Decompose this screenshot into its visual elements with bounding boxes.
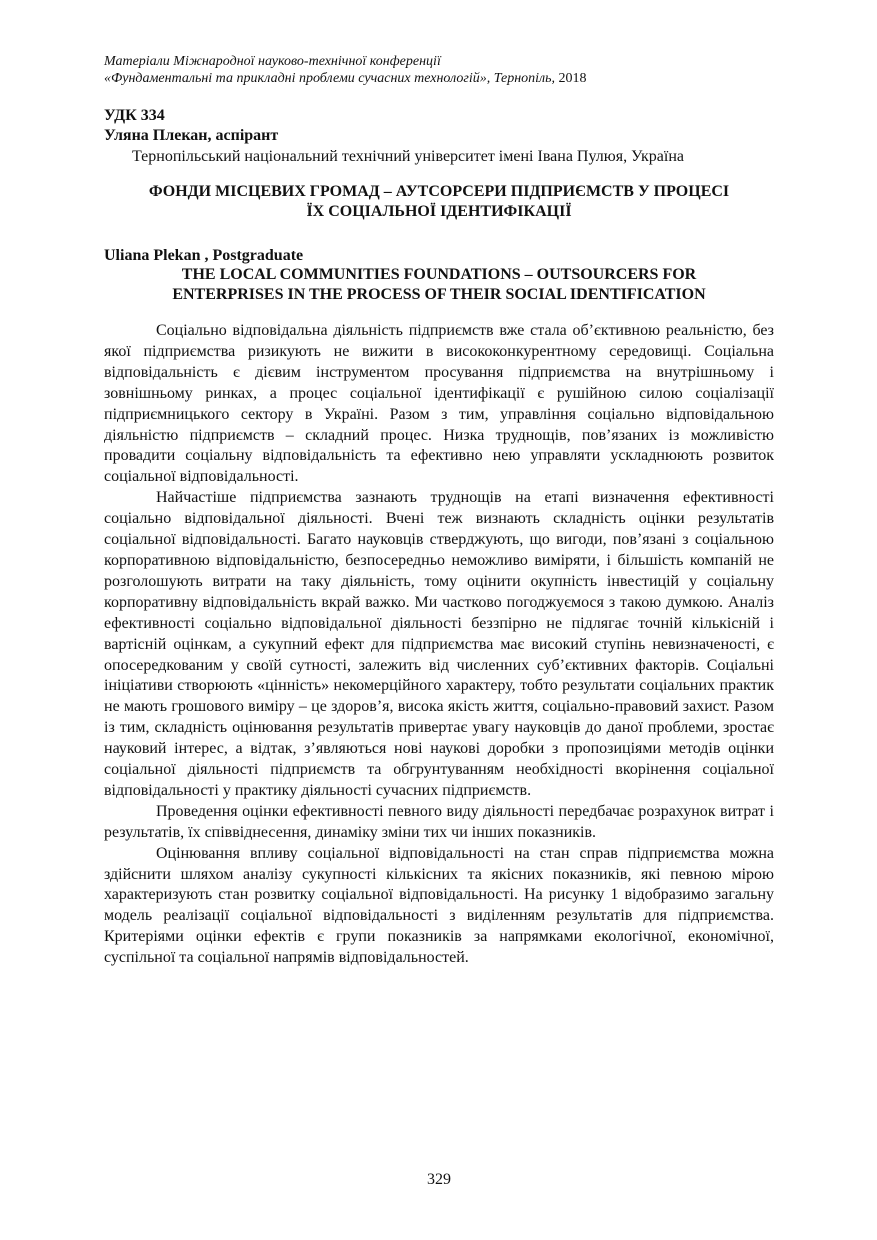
page-number: 329 xyxy=(427,1171,451,1188)
title-english xyxy=(104,265,774,305)
title-ukrainian-line-1: ФОНДИ МІСЦЕВИХ ГРОМАД – АУТСОРСЕРИ ПІДПРИЄМСТВ У ПРОЦЕСІ xyxy=(148,183,730,200)
paragraph-3: Проведення оцінки ефективності певного виду діяльності передбачає розрахунок витрат і результатів, їх співвіднесення, динаміку зміни тих чи інших показників. xyxy=(104,802,774,841)
paragraph-1: Соціально відповідальна діяльність підприємств вже стала об’єктивною реальністю, без якої підприємства ризикують не вижити в висококонкурентному середовищі. Соціальна відповідальність є дієвим інструментом просування підприємства на внутрішньому і зовнішньому ринках, а процес соціальної ідентифікації є рушійною силою соціалізації підприємницького сектору в Україні. Разом з тим, управління соціально відповідальною діяльністю підприємств – складний процес. Низка труднощів, пов’язаних із можливістю провадити соціальну відповідальність та ефективно нею управляти ускладнюють розвиток соціальної відповідальності. xyxy=(104,322,774,486)
header-line-2 xyxy=(104,70,774,87)
paragraph-2: Найчастіше підприємства зазнають труднощів на етапі визначення ефективності соціально відповідальної діяльності. Вчені теж визнають складність оцінки результатів соціальної відповідальності. Багато науковців стверджують, що вигоди, пов’язані з соціальною корпоративною відповідальністю, безпосередньо неможливо виміряти, і більшість компаній не розголошують витрати на таку діяльність, тому оцінити окупність інвестицій у соціальну корпоративну відповідальність вкрай важко. Ми частково погоджуємося з такою думкою. Аналіз ефективності соціально відповідальної діяльності беззпірно не підлягає точній кількісній і вартісній оцінкам, а сукупний ефект для підприємства має високий ступінь невизначеності, є опосередкованим у своїй сутності, залежить від численних суб’єктивних факторів. Соціальні ініціативи створюють «цінність» некомерційного характеру, тобто результати соціальних практик не мають грошового виміру – це здоров’я, висока якість життя, соціально-правовий захист. Разом із тим, складність оцінювання результатів привертає увагу науковців до даної проблеми, зростає науковий інтерес, а відтак, з’являються нові наукові доробки з пропозиціями методів оцінки соціальної діяльності підприємств та обгрунтуванням необхідності вкорінення соціальної відповідальності у практику діяльності сучасних підприємств. xyxy=(104,489,774,799)
author-english: Uliana Plekan , Postgraduate xyxy=(104,247,304,264)
affiliation: Тернопільський національний технічний університет імені Івана Пулюя, Україна xyxy=(132,148,684,165)
header-conference-title: «Фундаментальні та прикладні проблеми сучасних технологій», Тернопіль, xyxy=(104,71,556,86)
paragraph-4: Оцінювання впливу соціальної відповідальності на стан справ підприємства можна здійснити шляхом аналізу сукупності кількісних та якісних показників, які певною мірою характеризують стан розвитку соціальної відповідальності. На рисунку 1 відобразимо загальну модель реалізації соціальної відповідальності з виділенням результатів для підприємства. Критеріями оцінки ефектів є групи показників за напрямками екологічної, економічної, суспільної та соціальної напрямів відповідальностей. xyxy=(104,844,774,967)
title-english-line-2: ENTERPRISES IN THE PROCESS OF THEIR SOCIAL IDENTIFICATION xyxy=(172,286,706,303)
title-ukrainian xyxy=(104,182,774,222)
udk-code: УДК 334 xyxy=(104,107,165,124)
article-body xyxy=(104,321,774,969)
title-ukrainian-line-2: ЇХ СОЦІАЛЬНОЇ ІДЕНТИФІКАЦІЇ xyxy=(306,203,572,220)
header-line-1: Матеріали Міжнародної науково-технічної конференції xyxy=(104,54,441,69)
title-english-line-1: THE LOCAL COMMUNITIES FOUNDATIONS – OUTSOURCERS FOR xyxy=(181,266,697,283)
author-ukrainian: Уляна Плекан, аспірант xyxy=(104,127,279,144)
header-year: 2018 xyxy=(555,71,587,86)
running-header xyxy=(104,53,774,87)
